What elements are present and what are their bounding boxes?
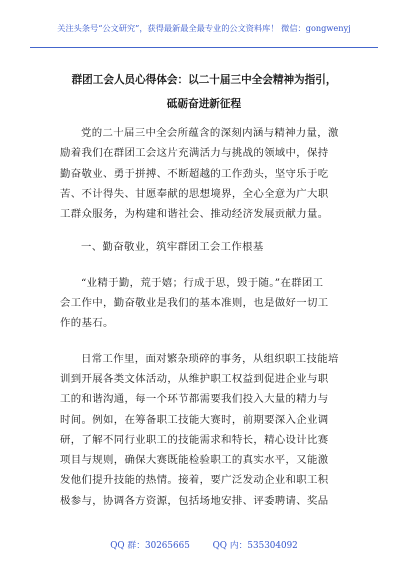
paragraph-line: 党的二十届三中全会所蕴含的深刻内涵与精神力量，激 xyxy=(81,127,339,139)
section-heading xyxy=(60,237,350,257)
page-footer xyxy=(0,538,408,551)
paragraph-daily-work xyxy=(60,349,350,511)
paragraph-line: 励着我们在群团工会这片充满活力与挑战的领域中，保持 xyxy=(60,147,329,160)
paragraph-line: 工的和谐沟通，每一个环节都需要我们投入大量的精力与 xyxy=(60,393,329,406)
paragraph-line: 发他们提升技能的热情。接着，要广泛发动企业和职工积 xyxy=(60,474,329,487)
title-line-1: 群团工会人员心得体会：以二十届三中全会精神为指引， xyxy=(71,74,337,86)
paragraph-line: 时间。例如，在筹备职工技能大赛时，前期要深入企业调 xyxy=(60,413,329,426)
header-banner-text: 关注头条号“公文研究”，获得最新最全最专业的公文资料库！ 微信：gongwenyj xyxy=(57,23,351,33)
paragraph-quote xyxy=(60,273,350,334)
paragraph-line: 日常工作里，面对繁杂琐碎的事务，从组织职工技能培 xyxy=(81,352,339,365)
page-header xyxy=(0,0,408,52)
document-body xyxy=(60,123,350,511)
paragraph-line: “业精于勤，荒于嬉；行成于思，毁于随。”在群团工 xyxy=(81,276,324,289)
paragraph-line: 极参与，协调各方资源，包括场地安排、评委聘请、奖品 xyxy=(60,494,329,507)
paragraph-line: 会工作中，勤奋敬业是我们的基本准则，也是做好一切工 xyxy=(60,297,329,310)
footer-qq-contact: QQ 内：535304092 xyxy=(212,541,298,551)
document-title xyxy=(40,68,368,116)
paragraph-line: 苦、不计得失、甘愿奉献的思想境界，全心全意为广大职 xyxy=(60,187,329,200)
paragraph-line: 工群众服务，为构建和谐社会、推动经济发展贡献力量。 xyxy=(60,208,329,221)
title-line-2: 砥砺奋进新征程 xyxy=(166,98,242,110)
paragraph-line: 训到开展各类文体活动，从维护职工权益到促进企业与职 xyxy=(60,372,329,385)
footer-qq-group: QQ 群：30265665 xyxy=(110,541,190,551)
paragraph-line: 研，了解不同行业职工的技能需求和特长，精心设计比赛 xyxy=(60,433,329,446)
paragraph-intro xyxy=(60,123,350,224)
paragraph-line: 作的基石。 xyxy=(60,317,114,330)
paragraph-line: 项目与规则，确保大赛既能检验职工的真实水平，又能激 xyxy=(60,454,329,467)
header-divider xyxy=(30,47,378,48)
paragraph-line: 勤奋敬业、勇于拼搏、不断超越的工作劲头，坚守乐于吃 xyxy=(60,167,329,180)
section-heading-text: 一、勤奋敬业，筑牢群团工会工作根基 xyxy=(81,241,264,254)
